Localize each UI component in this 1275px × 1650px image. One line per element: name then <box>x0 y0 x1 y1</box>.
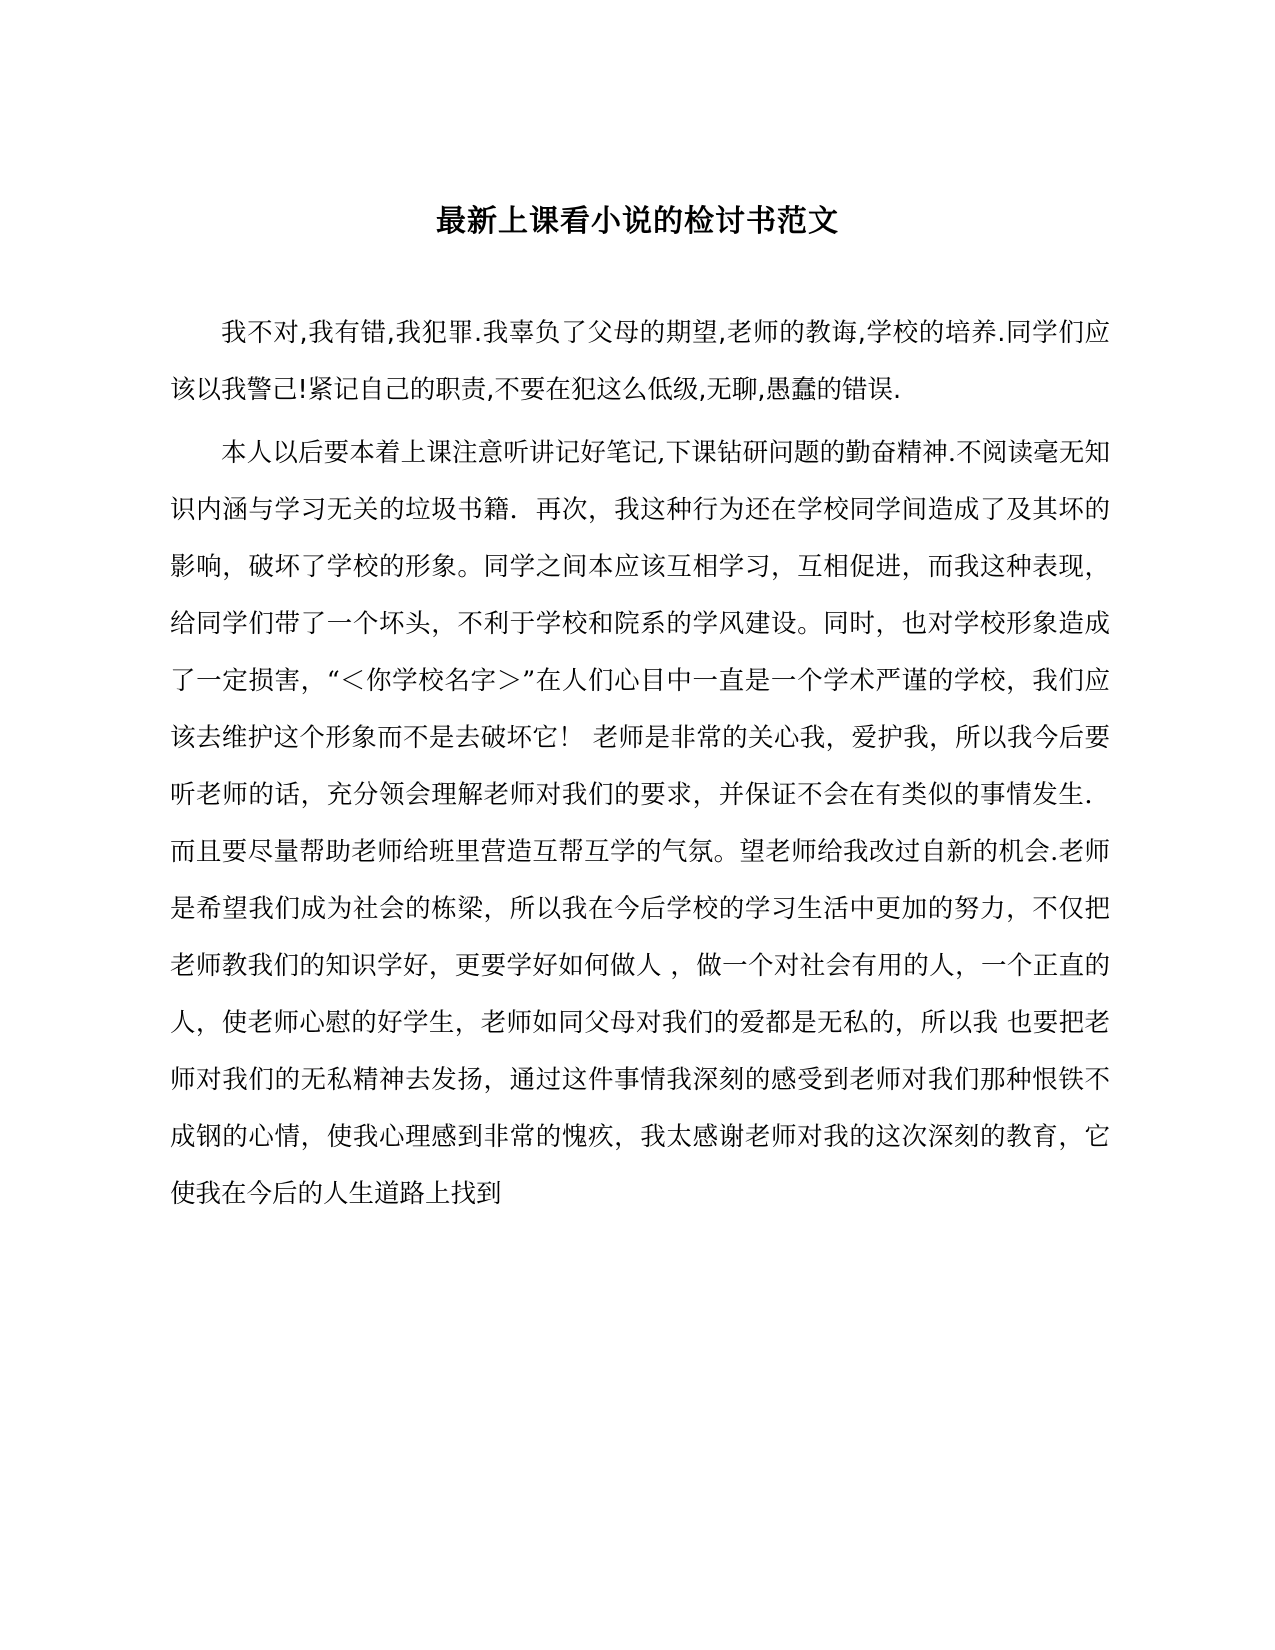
page-title: 最新上课看小说的检讨书范文 <box>436 204 839 239</box>
document-body <box>170 305 1110 1229</box>
paragraph-2: 本人以后要本着上课注意听讲记好笔记,下课钻研问题的勤奋精神.不阅读毫无知识内涵与学习无关的垃圾书籍．再次，我这种行为还在学校同学间造成了及其坏的影响，破坏了学校的形象。同学之间本应该互相学习，互相促进，而我这种表现，给同学们带了一个坏头，不利于学校和院系的学风建设。同时，也对学校形象造成了一定损害，“＜你学校名字＞”在人们心目中一直是一个学术严谨的学校，我们应该去维护这个形象而不是去破坏它！ 老师是非常的关心我，爱护我，所以我今后要听老师的话，充分领会理解老师对我们的要求，并保证不会在有类似的事情发生．而且要尽量帮助老师给班里营造互帮互学的气氛。望老师给我改过自新的机会.老师是希望我们成为社会的栋梁，所以我在今后学校的学习生活中更加的努力，不仅把老师教我们的知识学好，更要学好如何做人 ，做一个对社会有用的人，一个正直的人，使老师心慰的好学生，老师如同父母对我们的爱都是无私的，所以我 也要把老师对我们的无私精神去发扬，通过这件事情我深刻的感受到老师对我们那种恨铁不成钢的心情，使我心理感到非常的愧疚，我太感谢老师对我的这次深刻的教育，它使我在今后的人生道路上找到 <box>170 438 1110 1209</box>
paragraph-1: 我不对,我有错,我犯罪.我辜负了父母的期望,老师的教诲,学校的培养.同学们应该以我警己!紧记自己的职责,不要在犯这么低级,无聊,愚蠢的错误. <box>170 318 1110 405</box>
